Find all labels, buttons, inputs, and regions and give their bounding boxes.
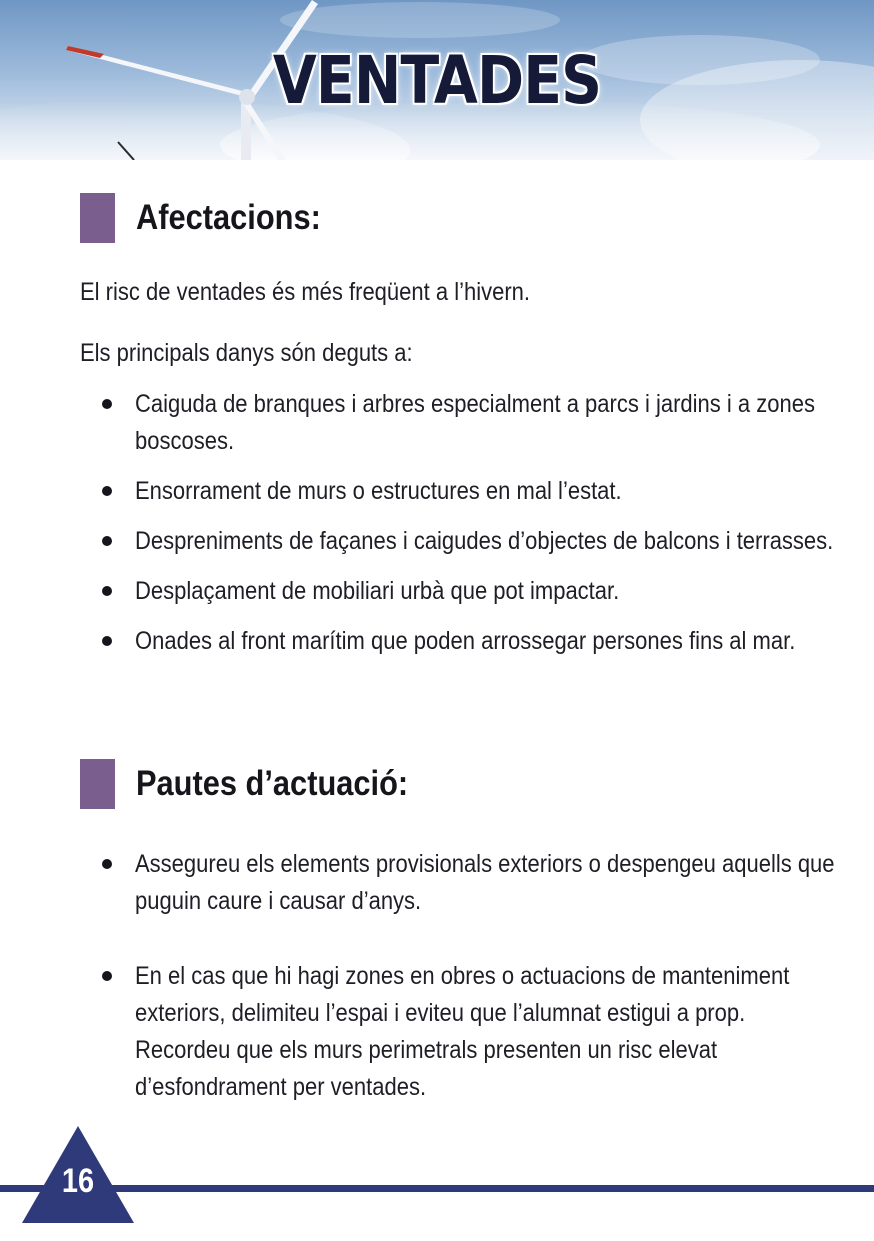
list-item-text: Ensorrament de murs o estructures en mal l’estat.	[135, 477, 622, 505]
bullet-icon	[102, 399, 112, 409]
list-item-text: Caiguda de branques i arbres especialment a parcs i jardins i a zones boscoses.	[135, 390, 815, 455]
list-item	[102, 386, 842, 460]
list-item-text: Desplaçament de mobiliari urbà que pot impactar.	[135, 577, 620, 605]
list-item	[102, 473, 842, 510]
list-item	[102, 958, 842, 1106]
header-banner	[0, 0, 874, 160]
bullet-icon	[102, 586, 112, 596]
lead-paragraph: Els principals danys són deguts a:	[80, 339, 413, 367]
section-afectacions-heading	[80, 192, 346, 244]
section-pautes-heading	[80, 758, 445, 810]
list-item	[102, 523, 842, 560]
section-title: Pautes d’actuació:	[136, 764, 409, 803]
bullet-icon	[102, 971, 112, 981]
bullet-icon	[102, 859, 112, 869]
list-item-text: Despreniments de façanes i caigudes d’objectes de balcons i terrasses.	[135, 527, 834, 555]
section-title: Afectacions:	[136, 198, 321, 237]
bullet-icon	[102, 486, 112, 496]
list-item-text: En el cas que hi hagi zones en obres o actuacions de manteniment exteriors, delimiteu l’espai i eviteu que l’alumnat estigui a prop. Recordeu que els murs perimetrals presenten un risc elevat d’esfondrament per ventades.	[135, 962, 790, 1101]
bullet-icon	[102, 636, 112, 646]
list-item	[102, 623, 842, 660]
list-item	[102, 573, 842, 610]
list-item-text: Assegureu els elements provisionals exteriors o despengeu aquells que puguin caure i causar d’anys.	[135, 850, 835, 915]
bullet-icon	[102, 536, 112, 546]
section-marker	[80, 759, 115, 809]
section-marker	[80, 193, 115, 243]
page-title: VENTADES	[272, 42, 602, 119]
intro-paragraph: El risc de ventades és més freqüent a l’hivern.	[80, 278, 531, 306]
pautes-list	[102, 846, 842, 1106]
page-number: 16	[61, 1162, 95, 1200]
list-item-text: Onades al front marítim que poden arrossegar persones fins al mar.	[135, 627, 796, 655]
list-item	[102, 846, 842, 920]
afectacions-list	[102, 386, 842, 660]
